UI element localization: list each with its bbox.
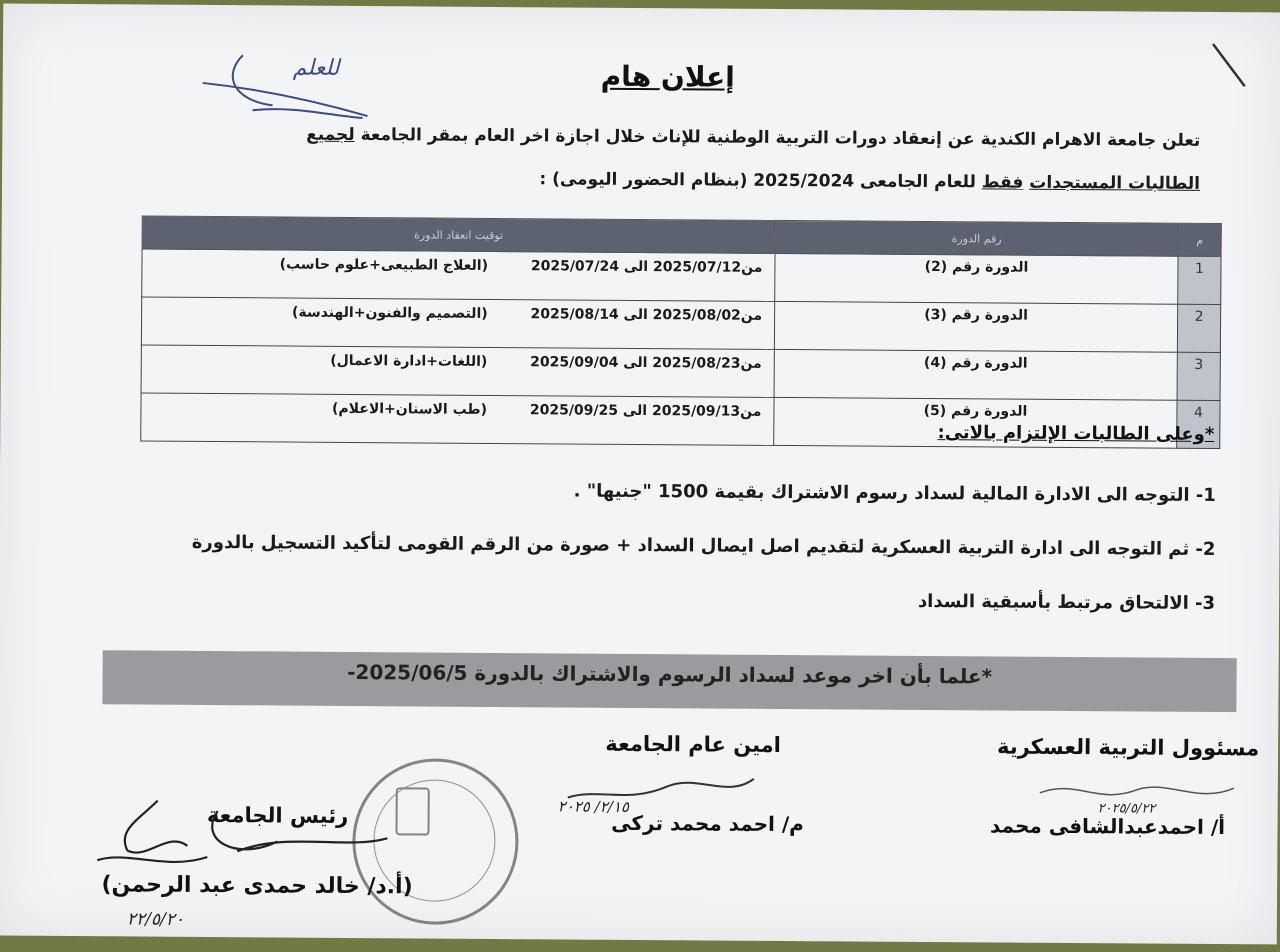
signature-block-secretary (568, 732, 818, 758)
list-item: 2- ثم التوجه الى ادارة التربية العسكرية لتقديم اصل ايصال السداد + صورة من الرقم القومى لتأكيد التسجيل بالدورة (191, 531, 1216, 561)
row-from: من2025/09/13 (651, 403, 762, 420)
intro-line2-rest: للعام الجامعى 2025/2024 (بنظام الحضور اليومى) : (539, 169, 976, 193)
deadline-note: *علما بأن اخر موعد لسداد الرسوم والاشتراك بالدورة 2025/06/5- (102, 650, 1236, 712)
signature-name-president: (أ.د/ خالد حمدى عبد الرحمن) (101, 872, 413, 900)
courses-table (140, 216, 1222, 450)
row-faculties: (التصميم والفنون+الهندسة) (291, 304, 488, 322)
signature-name-military: أ/ احمدعبدالشافى محمد (989, 813, 1226, 840)
row-faculties: (طب الاسنان+الاعلام) (331, 400, 488, 418)
row-timing (141, 297, 774, 349)
row-num: 2 (1177, 304, 1220, 352)
handwritten-date-secretary: ٢/١٥/ ٢٠٢٥ (557, 797, 630, 816)
signature-block-military (978, 734, 1278, 760)
row-num: 1 (1178, 256, 1221, 304)
row-num: 4 (1177, 400, 1220, 448)
obligations-list (115, 470, 1216, 640)
row-to: الى 2025/09/04 (530, 354, 648, 372)
list-item: 1- التوجه الى الادارة المالية لسداد رسوم الاشتراك بقيمة 1500 "جنيها" . (573, 480, 1216, 507)
table-row (142, 249, 1221, 305)
row-course: الدورة رقم (2) (775, 253, 1178, 304)
obligations-heading: *وعلى الطالبات الإلتزام بالاتى: (937, 422, 1215, 446)
handwritten-date-president: ٢٢/٥/٢٠ (126, 909, 185, 930)
row-from: من2025/08/23 (652, 355, 762, 372)
row-num: 3 (1177, 352, 1220, 400)
row-faculties: (العلاج الطبيعى+علوم حاسب) (279, 256, 489, 274)
intro-line2-underlined-a: الطالبات المستجدات (1029, 172, 1201, 194)
page-title: إعلان هام (600, 59, 735, 94)
corner-stroke (1211, 42, 1251, 92)
intro-line1-underlined: لجميع (306, 124, 355, 145)
header-num: م (1178, 223, 1221, 256)
table-row (141, 345, 1220, 401)
row-to: الى 2025/09/25 (529, 402, 648, 420)
intro-paragraph (140, 113, 1201, 206)
handwritten-signature-president (57, 790, 398, 882)
signature-role: رئيس الجامعة (206, 802, 349, 828)
row-faculties: (اللغات+ادارة الاعمال) (330, 352, 488, 370)
row-course: الدورة رقم (4) (774, 349, 1177, 400)
row-course: الدورة رقم (5) (774, 397, 1177, 448)
list-item: 3- الالتحاق مرتبط بأسبقية السداد (917, 590, 1216, 615)
crest-icon (395, 787, 429, 835)
header-course: رقم الدورة (775, 220, 1178, 256)
intro-line2-underlined-b: فقط (981, 172, 1024, 193)
signature-name-secretary: م/ احمد محمد تركى (611, 810, 804, 837)
row-from: من2025/08/02 (652, 307, 763, 324)
signature-role: امين عام الجامعة (605, 731, 781, 757)
handwritten-date-military: ٢٠٢٥/٥/٢٢ (1097, 801, 1156, 817)
row-to: الى 2025/07/24 (530, 258, 649, 276)
row-from: من2025/07/12 (652, 259, 763, 276)
row-course: الدورة رقم (3) (774, 301, 1177, 352)
document-page (0, 4, 1280, 945)
signature-role: مسئوول التربية العسكرية (996, 734, 1260, 761)
row-timing (141, 345, 774, 397)
handwritten-note: للعلم (292, 55, 340, 81)
intro-line1: تعلن جامعة الاهرام الكندية عن إنعقاد دورات التربية الوطنية للإناث خلال اجازة اخر العام بمقر الجامعة (360, 125, 1201, 151)
header-timing: توقيت انعقاد الدورة (142, 216, 775, 253)
table-row (141, 297, 1220, 353)
row-timing (142, 249, 775, 301)
row-to: الى 2025/08/14 (530, 306, 648, 324)
row-timing (141, 393, 774, 445)
